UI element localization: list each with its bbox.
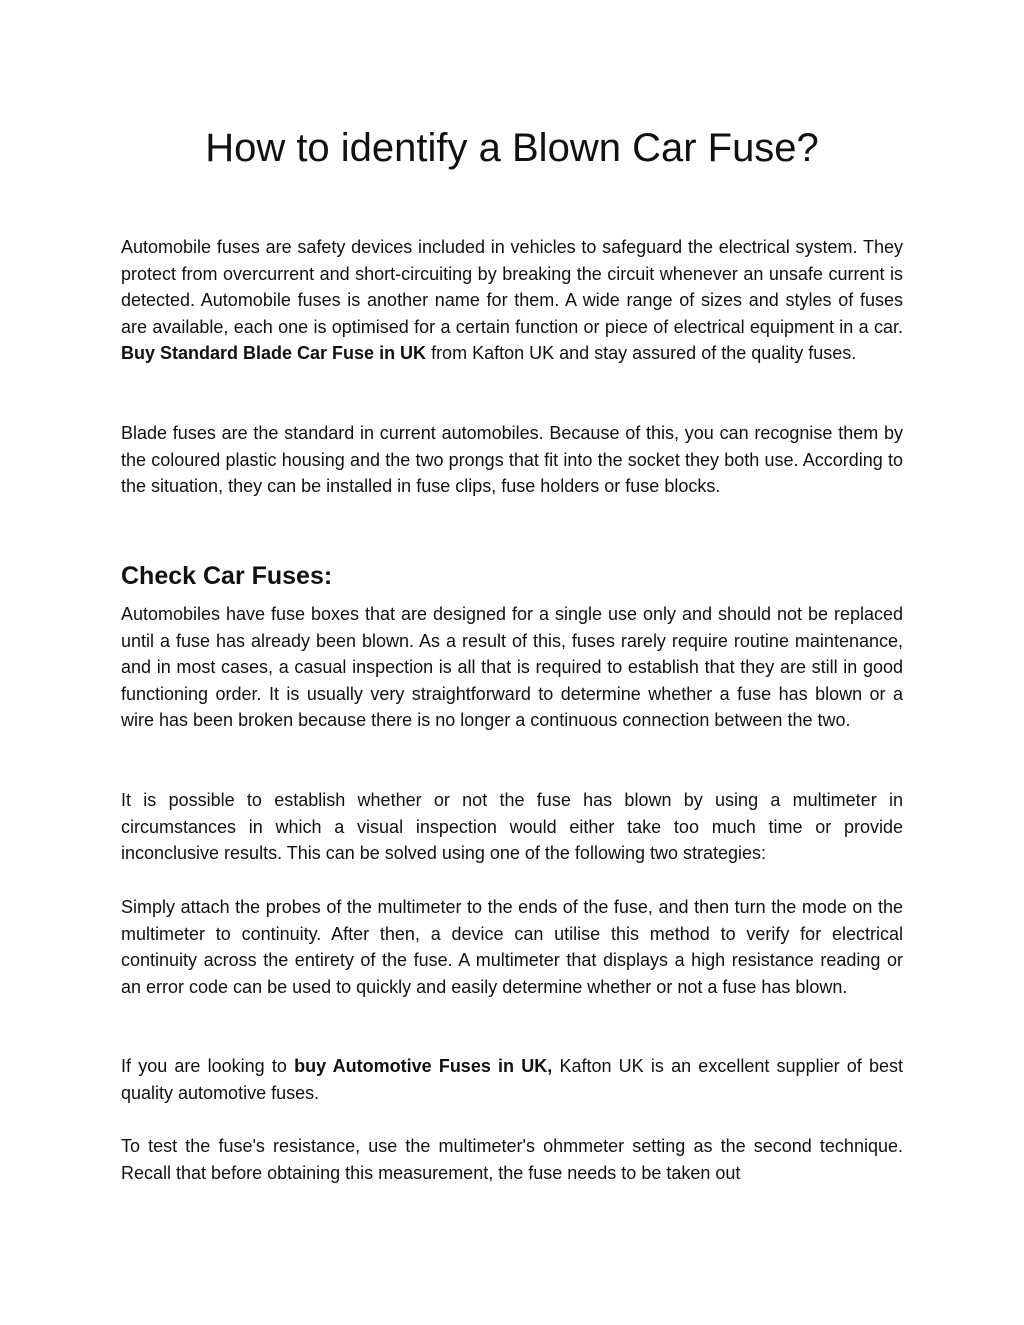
multimeter-paragraph: It is possible to establish whether or not the fuse has blown by using a multimeter in circumstances in which a visual inspection would either take too much time or provide inconclusive results. This can be solved using one of the following two strategies:: [121, 790, 903, 864]
intro-paragraph: [121, 234, 903, 367]
supplier-text: If you are looking to: [121, 1056, 295, 1076]
check-fuses-paragraph: Automobiles have fuse boxes that are designed for a single use only and should not be replaced until a fuse has already been blown. As a result of this, fuses rarely require routine maintenance, and in most cases, a casual inspection is all that is required to establish that they are still in good functioning order. It is usually very straightforward to determine whether a fuse has blown or a wire has been broken because there is no longer a continuous connection between the two.: [121, 604, 903, 731]
ohmmeter-paragraph: To test the fuse's resistance, use the multimeter's ohmmeter setting as the second technique. Recall that before obtaining this measurement, the fuse needs to be taken out: [121, 1136, 903, 1183]
intro-text: Automobile fuses are safety devices included in vehicles to safeguard the electrical system. They protect from overcurrent and short-circuiting by breaking the circuit whenever an unsafe current is detected. Automobile fuses is another name for them. A wide range of sizes and styles of fuses are available, each one is optimised for a certain function or piece of electrical equipment in a car.: [121, 237, 903, 337]
automotive-fuses-link-text: buy Automotive Fuses in UK,: [294, 1056, 553, 1076]
page-title: How to identify a Blown Car Fuse?: [205, 126, 819, 170]
supplier-text-end: Kafton UK is an excellent supplier of best quality automotive fuses.: [121, 1056, 904, 1103]
probes-paragraph: Simply attach the probes of the multimeter to the ends of the fuse, and then turn the mode on the multimeter to continuity. After then, a device can utilise this method to verify for electrical continuity across the entirety of the fuse. A multimeter that displays a high resistance reading or an error code can be used to quickly and easily determine whether or not a fuse has blown.: [121, 897, 903, 997]
intro-text-end: from Kafton UK and stay assured of the quality fuses.: [426, 343, 857, 364]
blade-fuses-paragraph: Blade fuses are the standard in current automobiles. Because of this, you can recognise them by the coloured plastic housing and the two prongs that fit into the socket they both use. According to the situation, they can be installed in fuse clips, fuse holders or fuse blocks.: [121, 423, 903, 497]
check-car-fuses-heading: Check Car Fuses:: [121, 562, 333, 590]
blade-fuse-link-text: Buy Standard Blade Car Fuse in UK: [121, 343, 427, 364]
supplier-paragraph: [121, 1053, 903, 1106]
